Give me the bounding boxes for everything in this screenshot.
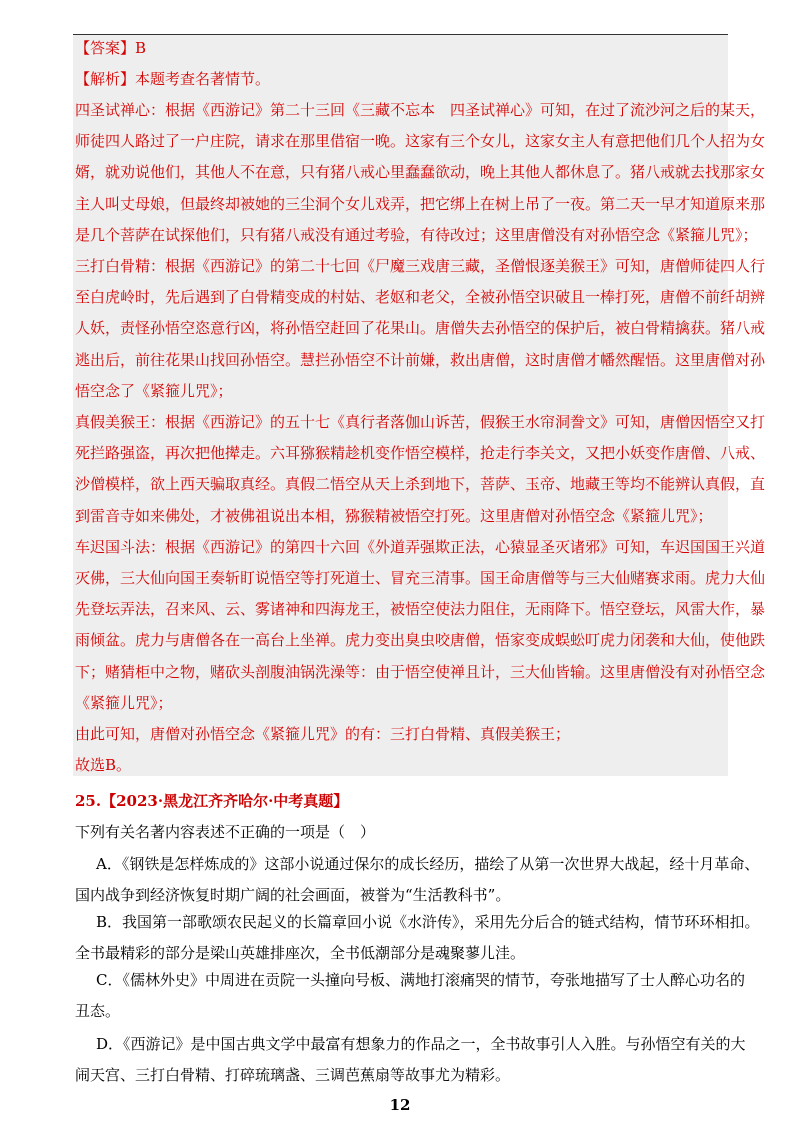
analysis-intro: 本题考查名著情节。 <box>135 70 271 88</box>
analysis-line: 师徒四人路过了一户庄院，请求在那里借宿一晚。这家有三个女儿，这家女主人有意把他们几个人招为女 <box>75 132 766 151</box>
analysis-line: 下；赌猜柜中之物，赌砍头剖腹油锅洗澡等：由于悟空使禅且计，三大仙皆输。这里唐僧没有对孙悟空念 <box>75 662 766 681</box>
analysis-line: 车迟国斗法：根据《西游记》的第四十六回《外道弄强欺正法，心猿显圣灭诸邪》可知，车迟国国王兴道 <box>75 537 766 556</box>
answer-value: B <box>135 39 147 57</box>
analysis-line: 至白虎岭时，先后遇到了白骨精变成的村姑、老妪和老父，全被孙悟空识破且一棒打死，唐僧不前纤胡辨 <box>75 288 766 307</box>
analysis-line: 灭佛，三大仙向国王奏斩盯说悟空等打死道士、冒充三清事。国王命唐僧等与三大仙赌赛求雨。虎力大仙 <box>75 569 766 587</box>
option-B-line: 全书最精彩的部分是梁山英雄排座次，全书低潮部分是魂聚蓼儿洼。 <box>75 944 526 962</box>
question-stem: 下列有关名著内容表述不正确的一项是（ ） <box>75 823 376 841</box>
analysis-line: 死拦路强盗，再次把他撵走。六耳猕猴精趁机变作悟空模样，抢走行李关文，又把小妖变作唐僧、八戒、 <box>75 444 766 463</box>
analysis-line: 悟空念了《紧箍儿咒》； <box>75 381 233 400</box>
option-D-line: 闹天宫、三打白骨精、打碎琉璃盏、三调芭蕉扇等故事尤为精彩。 <box>75 1066 511 1084</box>
option-D-line: D．《西游记》是中国古典文学中最富有想象力的作品之一，全书故事引人入胜。与孙悟空有关的大 <box>96 1035 746 1053</box>
answer-tag: 【答案】 <box>75 39 136 57</box>
analysis-line: 主人叫丈母娘，但最终却被她的三尘洞个女儿戏弄，把它绑上在树上吊了一夜。第二天一早才知道原来那 <box>75 194 766 213</box>
analysis-line: 故选B。 <box>75 756 132 775</box>
analysis-line: 三打白骨精：根据《西游记》的第二十七回《尸魔三戏唐三藏，圣僧恨逐美猴王》可知，唐僧师徒四人行 <box>75 257 766 275</box>
question-number: 25. <box>75 792 102 810</box>
analysis-line: 《紧箍儿咒》； <box>75 693 173 712</box>
analysis-line: 先登坛弄法，召来风、云、雾诸神和四海龙王，被悟空使法力阻住，无雨降下。悟空登坛，风雷大作，暴 <box>75 600 766 619</box>
analysis-line: 人妖，责怪孙悟空恣意行凶，将孙悟空赶回了花果山。唐僧失去孙悟空的保护后，被白骨精擒获。猪八戒 <box>75 319 766 338</box>
analysis-line: 真假美猴王：根据《西游记》的五十七《真行者落伽山诉苦，假猴王水帘洞誊文》可知，唐僧因悟空又打 <box>75 413 766 431</box>
analysis-line: 婿，就劝说他们，其他人不在意，只有猪八戒心里蠢蠢欲动，晚上其他人都休息了。猪八戒就去找那家女 <box>75 163 766 182</box>
analysis-line: 四圣试禅心：根据《西游记》第二十三回《三藏不忘本 四圣试禅心》可知，在过了流沙河之后的某天， <box>75 101 766 119</box>
answer-line <box>75 38 146 58</box>
analysis-line: 由此可知，唐僧对孙悟空念《紧箍儿咒》的有：三打白骨精、真假美猴王； <box>75 725 571 743</box>
page-number: 12 <box>389 1096 411 1114</box>
option-A-line: 国内战争到经济恢复时期广阔的社会画面，被誉为“生活教科书”。 <box>75 886 511 904</box>
analysis-line: 沙僧模样，欲上西天骗取真经。真假二悟空从天上杀到地下，菩萨、玉帝、地藏王等均不能辨认真假，直 <box>75 475 766 494</box>
analysis-line: 是几个菩萨在试探他们，只有猪八戒没有通过考验，有待改过；这里唐僧没有对孙悟空念《紧箍儿咒》； <box>75 225 758 244</box>
analysis-line <box>75 69 270 89</box>
option-B-line: B．我国第一部歌颂农民起义的长篇章回小说《水浒传》，采用先分后合的链式结构，情节环环相扣。 <box>96 913 760 931</box>
option-C-line: 丑态。 <box>75 1002 121 1020</box>
question-header <box>75 791 348 811</box>
option-A-line: A．《钢铁是怎样炼成的》这部小说通过保尔的成长经历，描绘了从第一次世界大战起，经十月革命、 <box>96 855 760 873</box>
analysis-line: 雨倾盆。虎力与唐僧各在一高台上坐禅。虎力变出臭虫咬唐僧，悟家变成蜈蚣叮虎力闭袭和大仙，使他跌 <box>75 631 766 650</box>
question-source: 【2023·黑龙江齐齐哈尔·中考真题】 <box>101 792 349 810</box>
analysis-line: 到雷音寺如来佛处，才被佛祖说出本相，猕猴精被悟空打死。这里唐僧对孙悟空念《紧箍儿咒》； <box>75 506 713 525</box>
analysis-tag: 【解析】 <box>75 70 136 88</box>
option-C-line: C．《儒林外史》中周进在贡院一头撞向号板、满地打滚痛哭的情节，夸张地描写了士人醉心功名的 <box>96 971 745 989</box>
analysis-line: 逃出后，前往花果山找回孙悟空。慧拦孙悟空不计前嫌，救出唐僧，这时唐僧才幡然醒悟。这里唐僧对孙 <box>75 350 766 369</box>
